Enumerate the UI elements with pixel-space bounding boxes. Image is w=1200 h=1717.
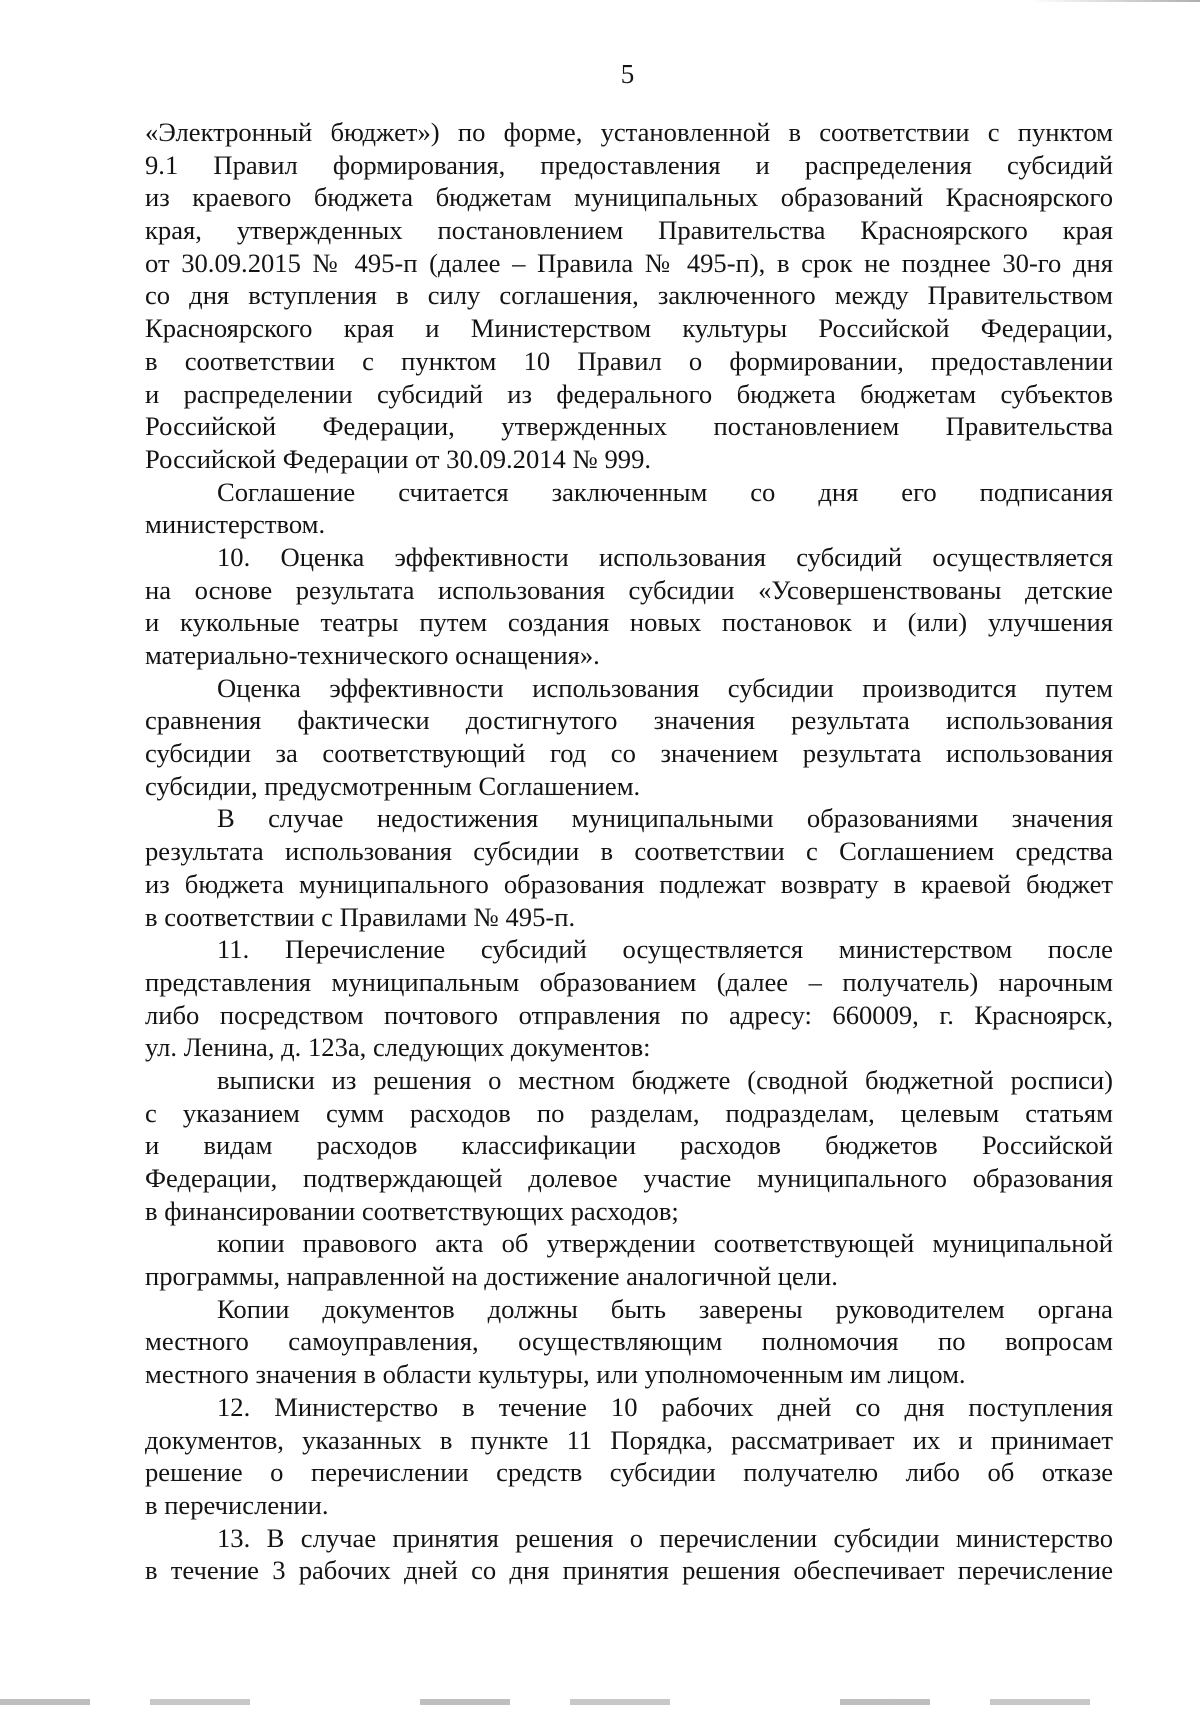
text-line: документов, указанных в пункте 11 Порядка, рассматривает их и принимает [145, 1424, 1113, 1455]
text-line: материально-технического оснащения». [145, 640, 600, 670]
text-line: Российской Федерации от 30.09.2014 № 999. [145, 443, 652, 474]
text-line: «Электронный бюджет») по форме, установленной в соответствии с пунктом [145, 117, 1113, 147]
text-line: местного значения в области культуры, или уполномоченным им лицом. [145, 1359, 966, 1390]
text-line: в соответствии с пунктом 10 Правил о формировании, предоставлении [145, 345, 1113, 376]
text-line: на основе результата использования субсидии «Усовершенствованы детские [145, 574, 1113, 605]
text-line: либо посредством почтового отправления по адресу: 660009, г. Красноярск, [145, 999, 1113, 1030]
text-line: в течение 3 рабочих дней со дня принятия решения обеспечивает перечисление [145, 1555, 1113, 1586]
paragraph-first-line: Соглашение считается заключенным со дня его подписания [217, 476, 1113, 507]
text-line: от 30.09.2015 № 495-п (далее – Правила № 495-п), в срок не позднее 30-го дня [145, 247, 1113, 278]
text-line: программы, направленной на достижение аналогичной цели. [145, 1261, 838, 1292]
paragraph-first-line: копии правового акта об утверждении соответствующей муниципальной [217, 1228, 1113, 1259]
scan-artifact-bottom [0, 1699, 1200, 1705]
text-line: субсидии за соответствующий год со значением результата использования [145, 738, 1113, 769]
text-line: ул. Ленина, д. 123а, следующих документов: [145, 1032, 651, 1063]
paragraph-first-line: 13. В случае принятия решения о перечислении субсидии министерство [217, 1522, 1113, 1553]
page-number: 5 [620, 59, 635, 89]
text-line: с указанием сумм расходов по разделам, подразделам, целевым статьям [145, 1097, 1113, 1128]
text-line: в соответствии с Правилами № 495-п. [145, 901, 576, 932]
paragraph-first-line: Оценка эффективности использования субсидии производится путем [217, 672, 1113, 703]
paragraph-first-line: выписки из решения о местном бюджете (сводной бюджетной росписи) [217, 1064, 1113, 1095]
paragraph-first-line: Копии документов должны быть заверены руководителем органа [217, 1293, 1113, 1324]
text-line: из краевого бюджета бюджетам муниципальных образований Красноярского [145, 182, 1113, 213]
text-line: со дня вступления в силу соглашения, заключенного между Правительством [145, 280, 1113, 311]
text-line: и кукольные театры путем создания новых постановок и (или) улучшения [145, 607, 1113, 638]
text-line: решение о перечислении средств субсидии получателю либо об отказе [145, 1457, 1113, 1488]
paragraph-first-line: В случае недостижения муниципальными образованиями значения [217, 803, 1113, 834]
document-body [145, 116, 1113, 1587]
text-line: местного самоуправления, осуществляющим полномочия по вопросам [145, 1326, 1113, 1357]
text-line: в финансировании соответствующих расходов; [145, 1195, 679, 1226]
scan-artifact-top [1030, 0, 1200, 2]
text-line: края, утвержденных постановлением Правительства Красноярского края [145, 215, 1113, 246]
text-line: субсидии, предусмотренным Соглашением. [145, 770, 641, 801]
text-line: и видам расходов классификации расходов бюджетов Российской [145, 1130, 1113, 1161]
text-line: в перечислении. [145, 1489, 329, 1520]
paragraph-first-line: 11. Перечисление субсидий осуществляется министерством после [217, 934, 1113, 965]
text-line: 9.1 Правил формирования, предоставления и распределения субсидий [145, 149, 1113, 180]
text-line: Красноярского края и Министерством культуры Российской Федерации, [145, 313, 1113, 344]
text-line: Российской Федерации, утвержденных постановлением Правительства [145, 411, 1113, 442]
text-line: результата использования субсидии в соответствии с Соглашением средства [145, 836, 1113, 867]
text-line: министерством. [145, 509, 326, 540]
text-line: и распределении субсидий из федерального бюджета бюджетам субъектов [145, 378, 1113, 409]
text-line: сравнения фактически достигнутого значения результата использования [145, 705, 1113, 736]
text-line: из бюджета муниципального образования подлежат возврату в краевой бюджет [145, 868, 1113, 899]
text-line: представления муниципальным образованием (далее – получатель) нарочным [145, 966, 1113, 997]
text-line: Федерации, подтверждающей долевое участие муниципального образования [145, 1163, 1113, 1193]
paragraph-first-line: 12. Министерство в течение 10 рабочих дней со дня поступления [217, 1391, 1113, 1422]
paragraph-first-line: 10. Оценка эффективности использования субсидий осуществляется [217, 541, 1113, 572]
